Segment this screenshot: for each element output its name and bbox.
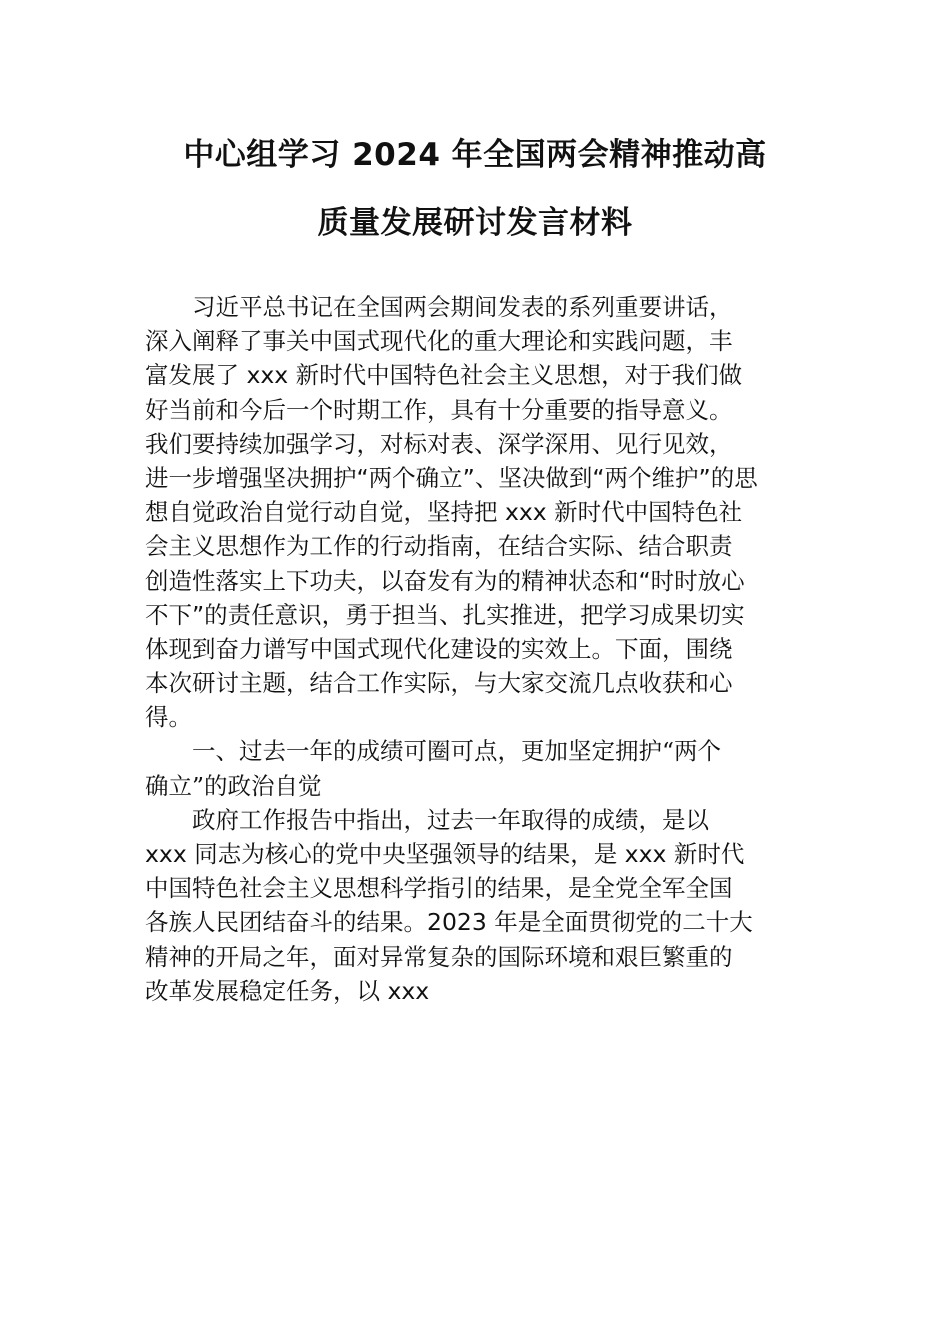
document-body [145,290,809,1008]
paragraph-line: 得。 [145,703,192,732]
paragraph-line: xxx 同志为核心的党中央坚强领导的结果，是 xxx 新时代 [145,840,745,868]
paragraph-line: 深入阐释了事关中国式现代化的重大理论和实践问题，丰 [145,327,733,356]
paragraph-line: 我们要持续加强学习，对标对表、深学深用、见行见效， [145,429,733,458]
paragraph-line: 体现到奋力谱写中国式现代化建设的实效上。下面，围绕 [145,634,733,663]
section-heading-line: 确立”的政治自觉 [145,771,322,800]
paragraph-line: 习近平总书记在全国两会期间发表的系列重要讲话， [192,293,733,321]
paragraph-line: 好当前和今后一个时期工作，具有十分重要的指导意义。 [145,395,733,424]
paragraph-line: 政府工作报告中指出，过去一年取得的成绩，是以 [192,805,709,834]
section-heading-line: 一、过去一年的成绩可圈可点，更加坚定拥护“两个 [192,737,722,766]
paragraph-line: 创造性落实上下功夫，以奋发有为的精神状态和“时时放心 [145,566,745,595]
paragraph-line: 进一步增强坚决拥护“两个确立”、坚决做到“两个维护”的思 [145,463,758,492]
paragraph-line: 想自觉政治自觉行动自觉，坚持把 xxx 新时代中国特色社 [145,498,743,527]
paragraph-line: 中国特色社会主义思想科学指引的结果，是全党全军全国 [145,874,733,903]
document-title-line-1: 中心组学习 2024 年全国两会精神推动高 [183,137,767,173]
paragraph-line: 改革发展稳定任务，以 xxx [145,976,430,1005]
paragraph-line: 各族人民团结奋斗的结果。2023 年是全面贯彻党的二十大 [145,908,753,937]
paragraph-line: 精神的开局之年，面对异常复杂的国际环境和艰巨繁重的 [145,942,733,971]
paragraph-line: 会主义思想作为工作的行动指南，在结合实际、结合职责 [145,532,733,561]
paragraph-line: 本次研讨主题，结合工作实际，与大家交流几点收获和心 [145,669,733,698]
paragraph-line: 富发展了 xxx 新时代中国特色社会主义思想，对于我们做 [145,361,743,390]
document-title-line-2: 质量发展研讨发言材料 [317,205,633,241]
paragraph-line: 不下”的责任意识，勇于担当、扎实推进，把学习成果切实 [145,600,745,629]
